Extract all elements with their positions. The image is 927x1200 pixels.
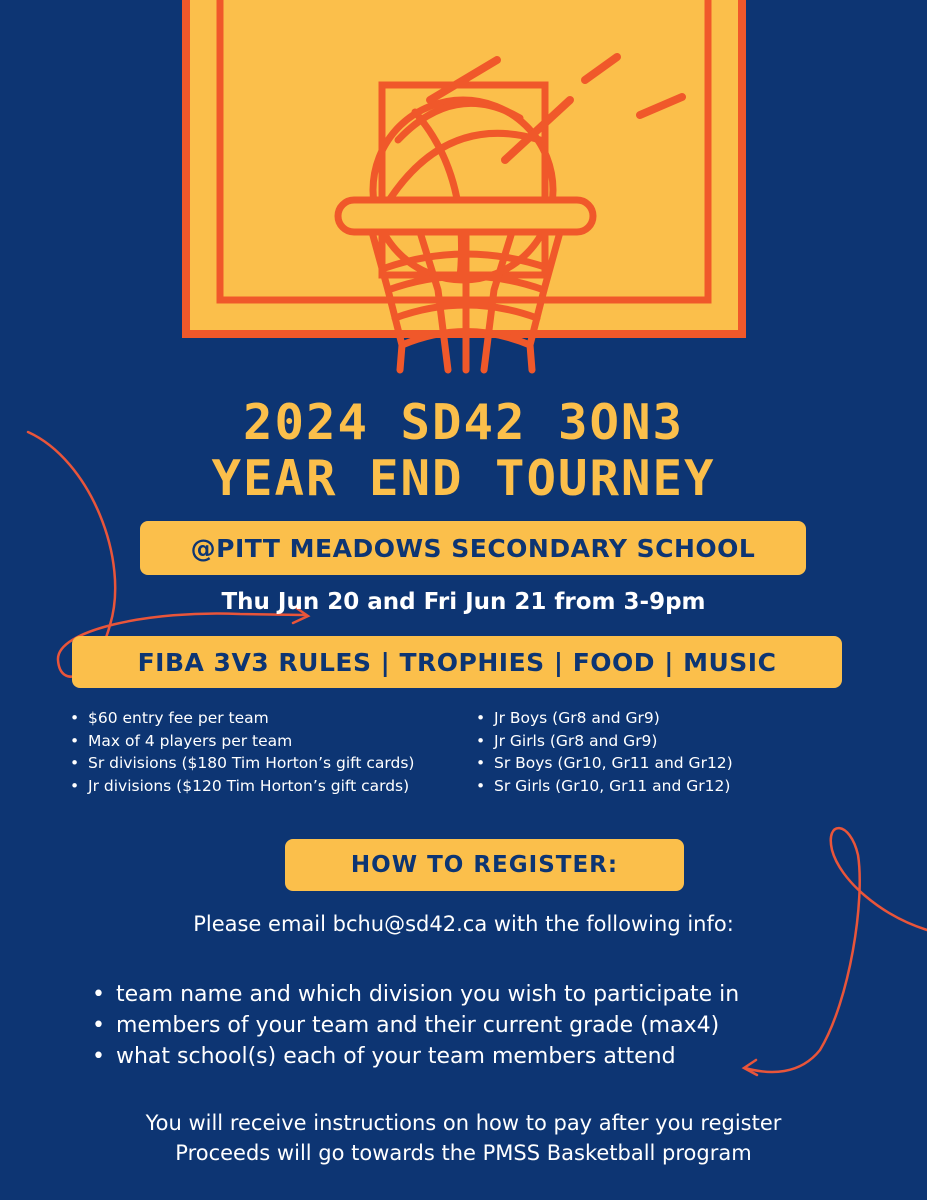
- divisions-list: [472, 707, 733, 797]
- list-item: • Max of 4 players per team: [66, 730, 414, 753]
- list-item: • Jr divisions ($120 Tim Horton’s gift cards): [66, 775, 414, 798]
- list-item: • Jr Girls (Gr8 and Gr9): [472, 730, 733, 753]
- list-item: • Sr Boys (Gr10, Gr11 and Gr12): [472, 752, 733, 775]
- footer-line2: Proceeds will go towards the PMSS Basketball program: [175, 1141, 752, 1165]
- register-intro: Please email bchu@sd42.ca with the following info:: [193, 912, 734, 936]
- location-text: @PITT MEADOWS SECONDARY SCHOOL: [190, 533, 756, 563]
- footer-note: [0, 1108, 927, 1168]
- highlights-text: FIBA 3V3 RULES | TROPHIES | FOOD | MUSIC: [137, 647, 777, 677]
- list-item: • Jr Boys (Gr8 and Gr9): [472, 707, 733, 730]
- list-item: • $60 entry fee per team: [66, 707, 414, 730]
- list-item: • what school(s) each of your team members attend: [90, 1041, 739, 1072]
- location-banner: [140, 521, 806, 575]
- list-item: • members of your team and their current grade (max4): [90, 1010, 739, 1041]
- event-title-line1: 2024 SD42 3ON3: [242, 394, 684, 451]
- event-date: Thu Jun 20 and Fri Jun 21 from 3-9pm: [221, 589, 706, 615]
- decorative-swirl-right: [744, 828, 927, 1075]
- list-item: • Sr divisions ($180 Tim Horton’s gift cards): [66, 752, 414, 775]
- details-list-left: [66, 707, 414, 797]
- list-item: • team name and which division you wish to participate in: [90, 979, 739, 1010]
- list-item: • Sr Girls (Gr10, Gr11 and Gr12): [472, 775, 733, 798]
- register-heading: HOW TO REGISTER:: [350, 852, 619, 878]
- register-requirements-list: [90, 979, 739, 1072]
- event-title-line2: YEAR END TOURNEY: [211, 450, 716, 507]
- footer-line1: You will receive instructions on how to pay after you register: [145, 1111, 782, 1135]
- highlights-banner: [72, 636, 842, 688]
- register-heading-banner: [285, 839, 684, 891]
